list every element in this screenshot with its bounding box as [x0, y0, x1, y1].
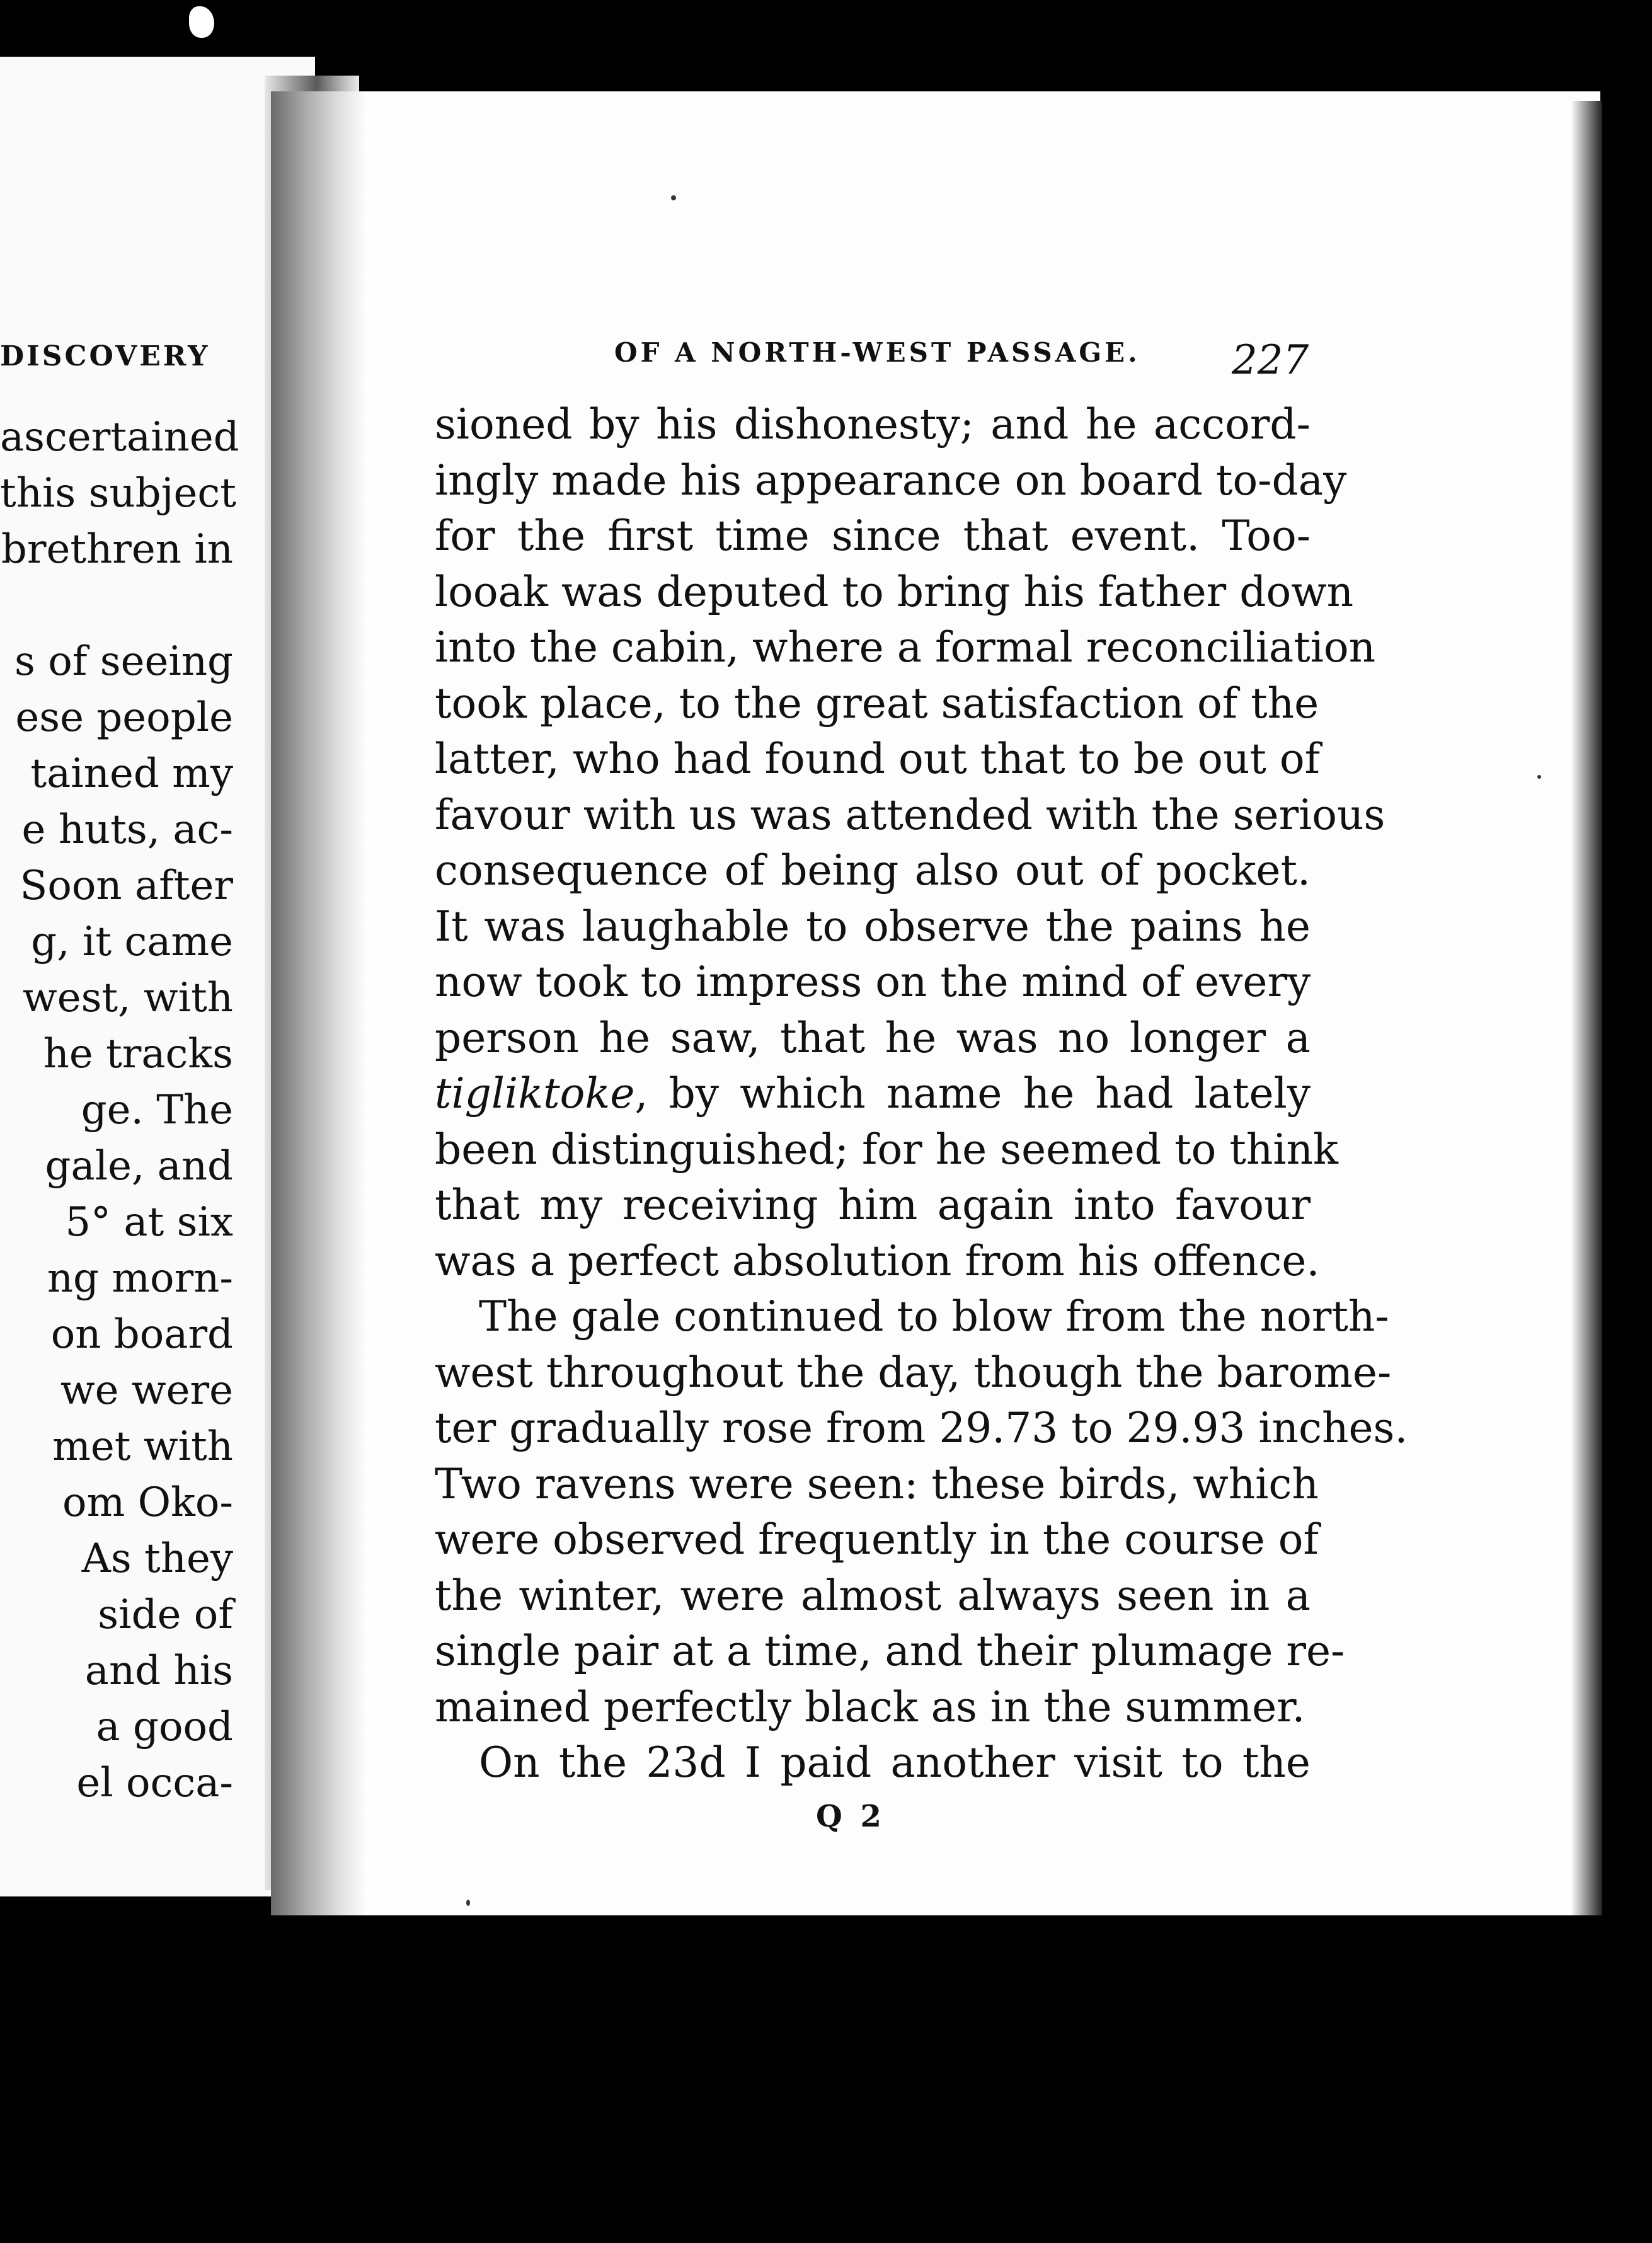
- text-line: ingly made his appearance on board to-day: [435, 456, 1347, 505]
- left-line: tained my: [30, 750, 233, 797]
- italic-word: tigliktoke: [435, 1069, 635, 1118]
- left-line: g, it came: [31, 919, 233, 965]
- left-line: met with: [52, 1423, 233, 1470]
- left-page-text: [0, 410, 239, 1811]
- running-head: OF A NORTH-WEST PASSAGE.: [614, 337, 1140, 368]
- text-line: the winter, were almost always seen in a: [435, 1571, 1311, 1620]
- page-edge-shadow: [1572, 101, 1602, 1915]
- text-line: single pair at a time, and their plumage re-: [435, 1627, 1345, 1675]
- left-line: ascertained: [0, 414, 239, 461]
- left-line: on board: [50, 1311, 233, 1358]
- ink-speck: [1537, 775, 1541, 779]
- text-line: took place, to the great satisfaction of the: [435, 679, 1319, 728]
- signature-mark: Q 2: [816, 1799, 885, 1834]
- left-line: om Oko-: [62, 1479, 233, 1526]
- left-line: ese people: [15, 694, 233, 741]
- text-line: sioned by his dishonesty; and he accord-: [435, 400, 1311, 449]
- left-line: we were: [60, 1367, 233, 1414]
- text-line: west throughout the day, though the barome-: [435, 1348, 1392, 1397]
- left-line: s of seeing: [14, 638, 233, 685]
- text-line: Two ravens were seen: these birds, which: [435, 1459, 1319, 1508]
- left-line: [0, 578, 233, 634]
- page-number: 227: [1232, 337, 1309, 384]
- page-body-text: [435, 397, 1408, 1791]
- ink-speck: [671, 195, 676, 200]
- text-line: person he saw, that he was no longer a: [435, 1013, 1311, 1062]
- text-line: latter, who had found out that to be out of: [435, 735, 1321, 783]
- text-line: looak was deputed to bring his father down: [435, 567, 1354, 616]
- left-line: brethren in: [1, 526, 233, 573]
- text-line: consequence of being also out of pocket.: [435, 846, 1311, 895]
- text-line: for the first time since that event. Too-: [435, 512, 1311, 560]
- text-line: that my receiving him again into favour: [435, 1181, 1311, 1229]
- text-line: was a perfect absolution from his offence.: [435, 1236, 1320, 1285]
- left-line: he tracks: [43, 1031, 233, 1077]
- text-line: into the cabin, where a formal reconciliation: [435, 623, 1376, 672]
- text-line: were observed frequently in the course of: [435, 1515, 1319, 1564]
- left-line: side of: [98, 1592, 233, 1638]
- text-line: mained perfectly black as in the summer.: [435, 1682, 1305, 1731]
- text-line: favour with us was attended with the serious: [435, 790, 1385, 839]
- text-line: On the 23d I paid another visit to the: [479, 1738, 1311, 1787]
- left-line: west, with: [22, 975, 233, 1021]
- text-line: ter gradually rose from 29.73 to 29.93 inches.: [435, 1404, 1408, 1452]
- left-line: 5° at six: [65, 1199, 233, 1246]
- left-line: and his: [84, 1648, 233, 1694]
- text-line: now took to impress on the mind of every: [435, 958, 1311, 1006]
- left-line: gale, and: [45, 1143, 233, 1190]
- text-line: It was laughable to observe the pains he: [435, 902, 1311, 951]
- gutter-shade: [271, 91, 365, 1915]
- left-line: el occa-: [76, 1760, 233, 1806]
- ink-speck: [466, 1900, 470, 1906]
- left-line: this subject: [0, 470, 236, 517]
- left-line: ng morn-: [47, 1255, 233, 1302]
- left-line: e huts, ac-: [21, 806, 233, 853]
- left-line: a good: [96, 1704, 233, 1750]
- left-line: Soon after: [20, 863, 233, 909]
- text-line: been distinguished; for he seemed to think: [435, 1125, 1338, 1174]
- left-line: As they: [81, 1535, 233, 1582]
- page-tab-mark: [189, 6, 214, 38]
- text-line: [435, 1066, 1311, 1122]
- left-line: ge. The: [81, 1087, 233, 1133]
- left-running-head: DISCOVERY: [0, 340, 210, 372]
- text-line-rest: , by which name he had lately: [634, 1069, 1311, 1118]
- text-line: The gale continued to blow from the north-: [479, 1292, 1389, 1341]
